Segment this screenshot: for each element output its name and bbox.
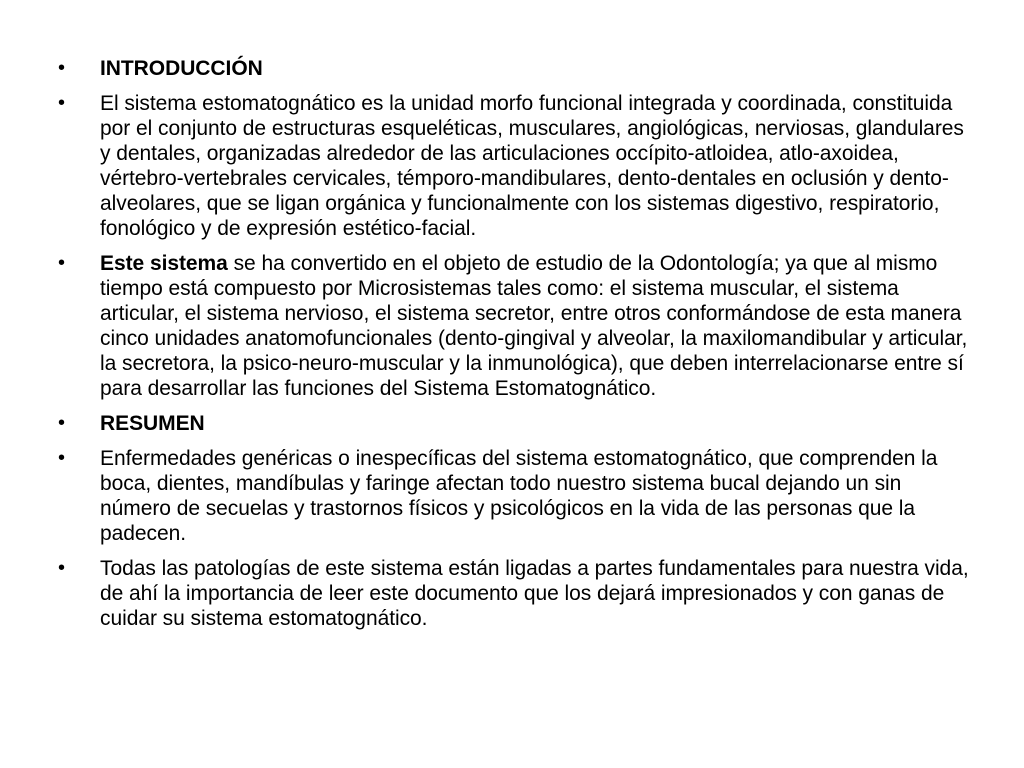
bullet-resumen-heading [58, 411, 970, 436]
bullet-list [58, 56, 970, 641]
definition-paragraph: El sistema estomatognático es la unidad morfo funcional integrada y coordinada, constituida por el conjunto de estructuras esqueléticas, musculares, angiológicas, nerviosas, glandulares y dentales, organizadas alrededor de las articulaciones occípito-atloidea, atlo-axoidea, vértebro-vertebrales cervicales, témporo-mandibulares, dento-dentales en oclusión y dento-alveolares, que se ligan orgánica y funcionalmente con los sistemas digestivo, respiratorio, fonológico y de expresión estético-facial. [100, 92, 964, 240]
heading-resumen: RESUMEN [100, 412, 205, 435]
bullet-definition [58, 91, 970, 241]
este-sistema-bold: Este sistema [100, 252, 228, 275]
enfermedades-paragraph: Enfermedades genéricas o inespecíficas del sistema estomatognático, que comprenden la boca, dientes, mandíbulas y faringe afectan todo nuestro sistema bucal dejando un sin número de secuelas y trastornos físicos y psicológicos en la vida de las personas que la padecen. [100, 447, 938, 545]
patologias-paragraph: Todas las patologías de este sistema están ligadas a partes fundamentales para nuestra vida, de ahí la importancia de leer este documento que los dejará impresionados y con ganas de cuidar su sistema estomatognático. [100, 557, 969, 630]
heading-introduccion: INTRODUCCIÓN [100, 57, 263, 80]
este-sistema-paragraph: se ha convertido en el objeto de estudio de la Odontología; ya que al mismo tiempo está compuesto por Microsistemas tales como: el sistema muscular, el sistema articular, el sistema nervioso, el sistema secretor, entre otros conformándose de esta manera cinco unidades anatomofuncionales (dento-gingival y alveolar, la maxilomandibular y articular, la secretora, la psico-neuro-muscular y la inmunológica), que deben interrelacionarse entre sí para desarrollar las funciones del Sistema Estomatognático. [100, 252, 968, 400]
bullet-introduccion-heading [58, 56, 970, 81]
bullet-enfermedades [58, 446, 970, 546]
bullet-este-sistema [58, 251, 970, 401]
bullet-patologias [58, 556, 970, 631]
